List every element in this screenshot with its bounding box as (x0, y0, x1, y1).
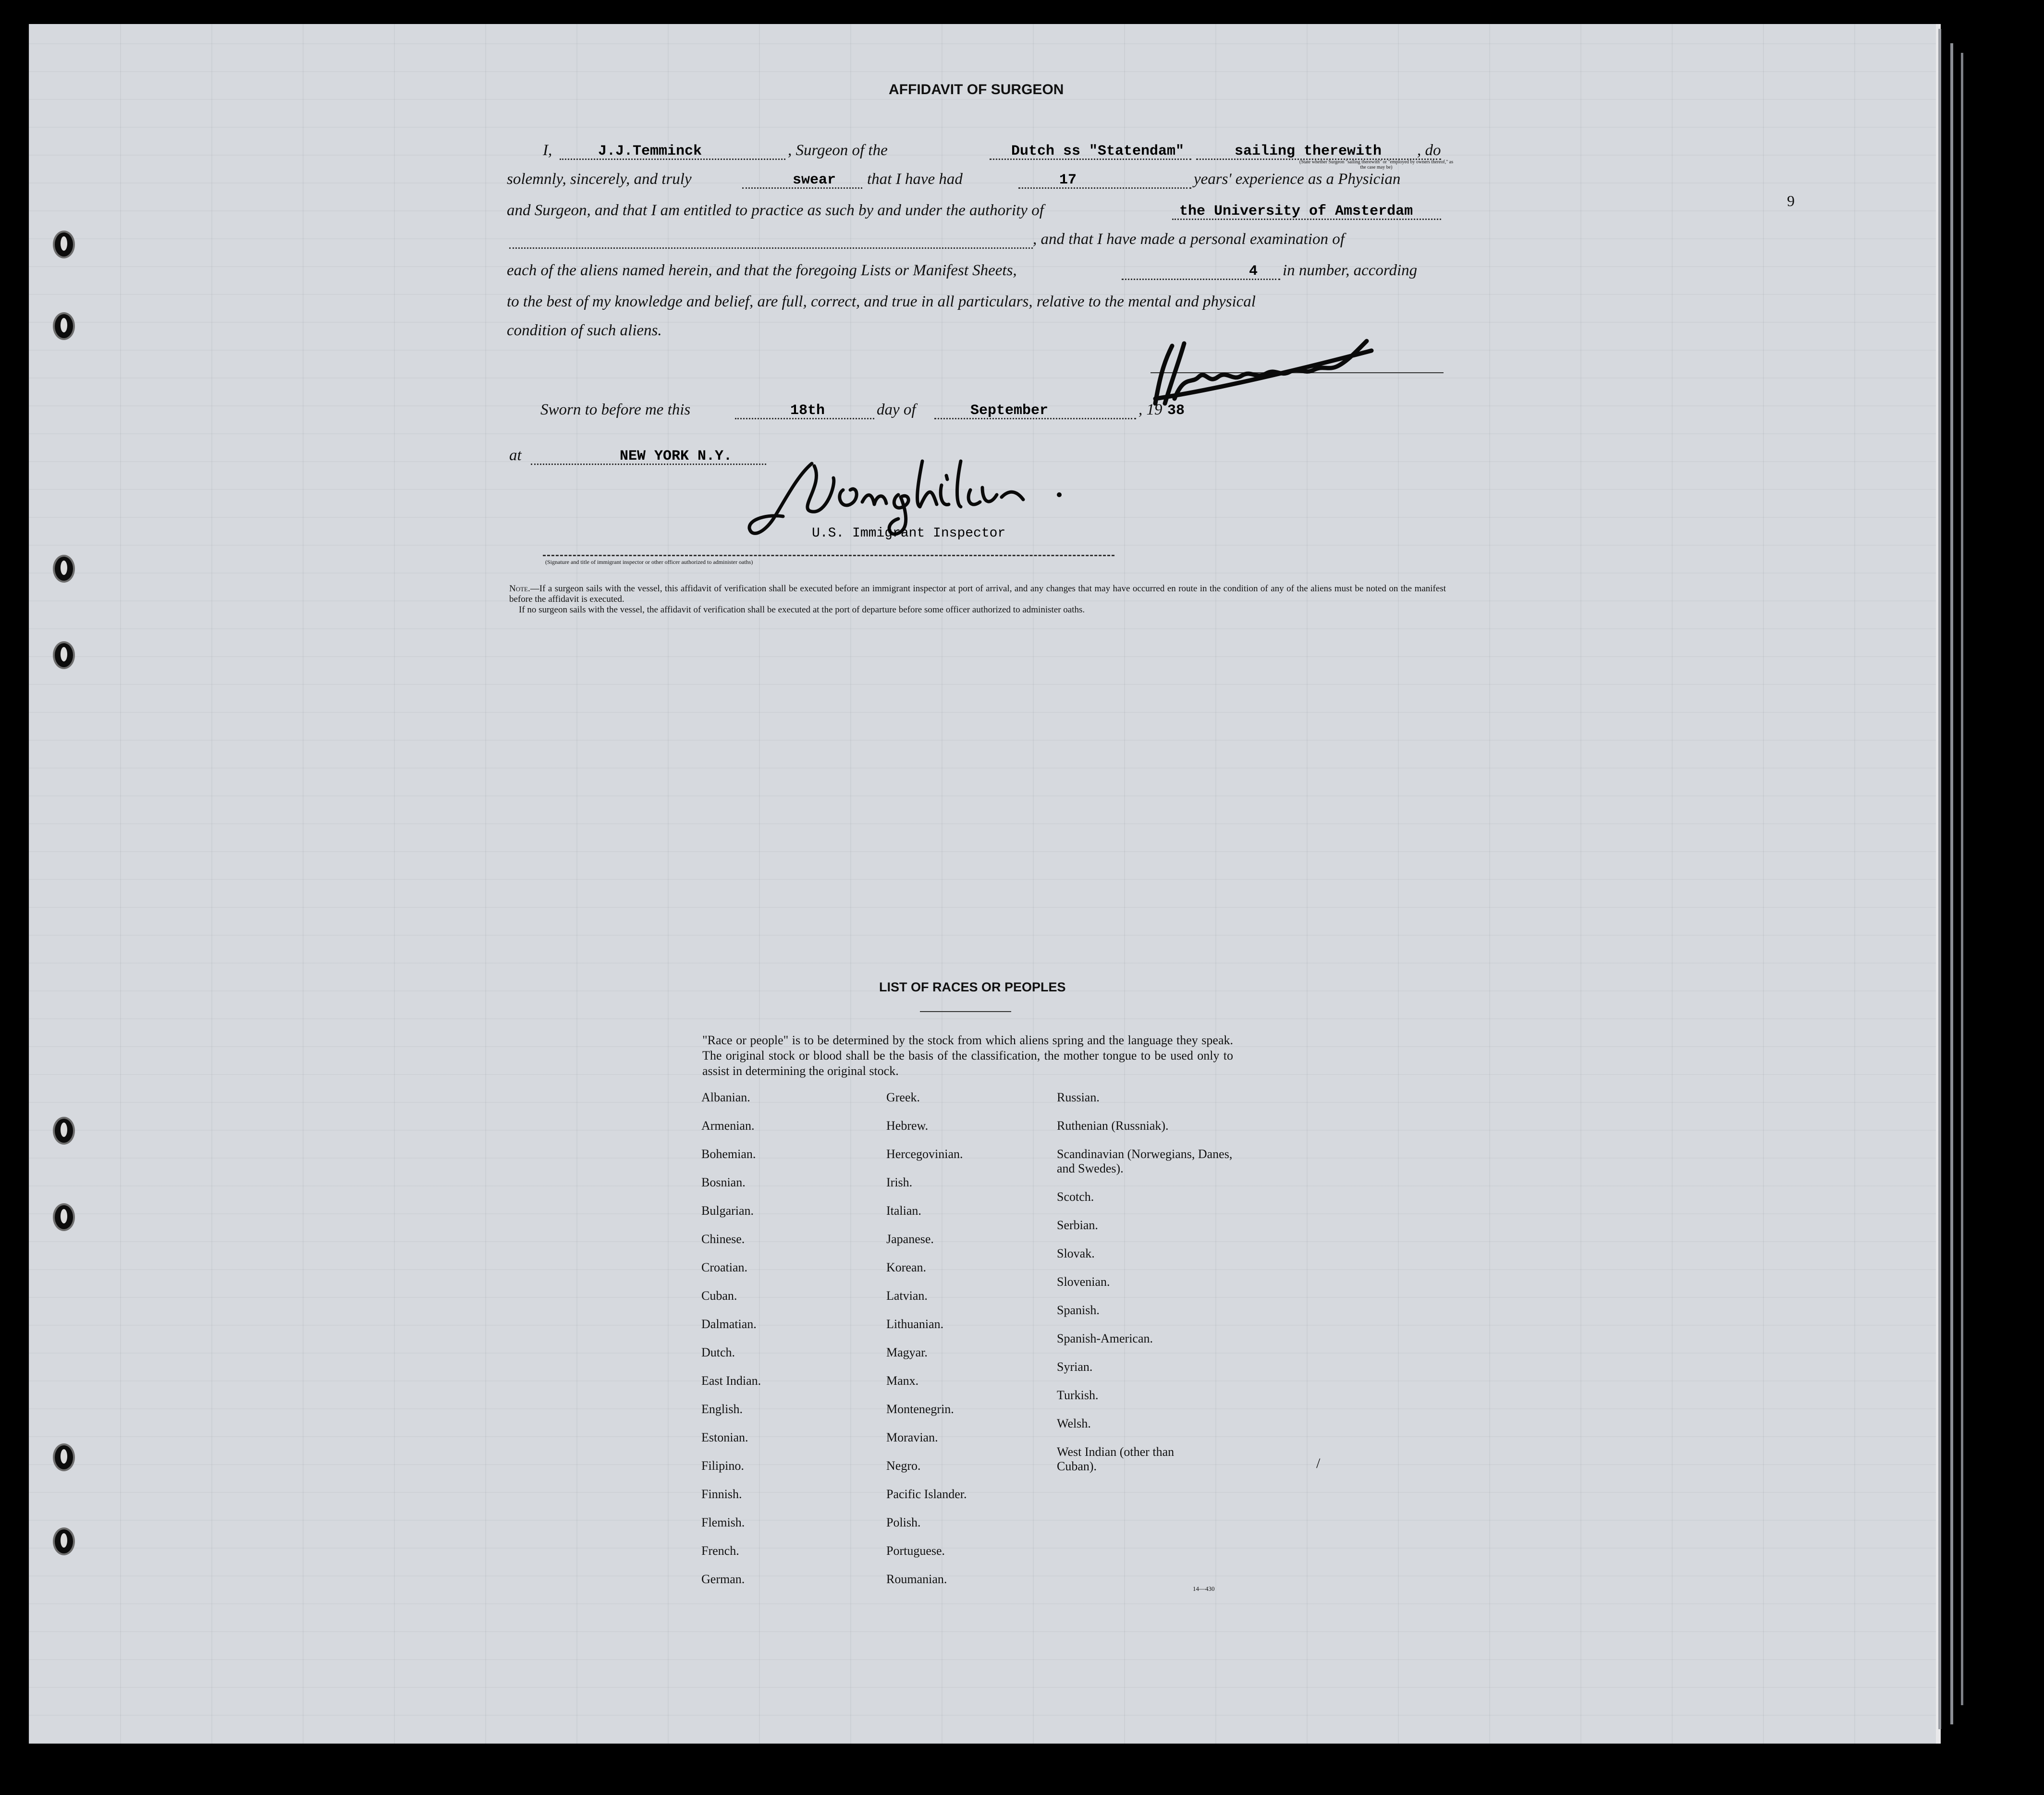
race-item: Magyar. (886, 1345, 928, 1359)
race-item: Scandinavian (Norwegians, Danes, and Swedes). (1057, 1147, 1233, 1175)
condition-line: condition of such aliens. (507, 322, 662, 339)
affidavit-note (509, 584, 1446, 615)
signature-line (543, 555, 1114, 556)
race-item: Flemish. (701, 1515, 745, 1529)
vessel-name: Dutch ss "Statendam" (1011, 143, 1185, 159)
race-item: Polish. (886, 1515, 921, 1529)
binder-hole (53, 1203, 75, 1231)
knowledge-line: to the best of my knowledge and belief, are full, correct, and true in all particulars, relative to the mental and physical (507, 293, 1256, 310)
race-item: Syrian. (1057, 1360, 1093, 1374)
sworn-day: 18th (790, 403, 825, 419)
race-item: Hebrew. (886, 1119, 929, 1133)
race-item: Greek. (886, 1090, 920, 1104)
pencil-mark: / (1316, 1455, 1321, 1471)
binder-hole (53, 641, 75, 669)
form-number: 14—430 (1193, 1585, 1215, 1592)
race-item: Bohemian. (701, 1147, 756, 1161)
race-item: Negro. (886, 1459, 921, 1473)
surgeon-line: and Surgeon, and that I am entitled to practice as such by and under the authority of (507, 202, 1044, 219)
years-value: 17 (1059, 172, 1077, 188)
race-item: Japanese. (886, 1232, 934, 1246)
race-item: Finnish. (701, 1487, 742, 1501)
page-edge (1938, 29, 1941, 1729)
race-item: Croatian. (701, 1260, 748, 1274)
race-item: Spanish-American. (1057, 1331, 1153, 1345)
race-item: English. (701, 1402, 743, 1416)
affidavit-title: AFFIDAVIT OF SURGEON (889, 82, 1064, 98)
inspector-title: U.S. Immigrant Inspector (812, 526, 1006, 541)
year-suffix: 38 (1167, 403, 1185, 419)
race-item: Estonian. (701, 1430, 748, 1444)
race-item: East Indian. (701, 1374, 761, 1388)
oath-type: swear (793, 172, 836, 188)
binder-hole (53, 231, 75, 258)
races-intro: "Race or people" is to be determined by the stock from which aliens spring and the language they speak. The original stock or blood shall be the basis of the classification, the mother tongue to be used only to assist in determining the original stock. (702, 1033, 1233, 1078)
race-item: Bosnian. (701, 1175, 746, 1189)
years-pre: that I have had (867, 171, 963, 188)
manifest-page (29, 24, 1941, 1744)
race-item: Albanian. (701, 1090, 750, 1104)
race-item: Filipino. (701, 1459, 744, 1473)
signature-caption: (Signature and title of immigrant inspector or other officer authorized to administer oaths) (545, 559, 753, 565)
race-item: Dutch. (701, 1345, 735, 1359)
race-item: Turkish. (1057, 1388, 1099, 1402)
race-item: German. (701, 1572, 745, 1586)
race-item: Scotch. (1057, 1190, 1094, 1204)
years-post: years' experience as a Physician (1194, 171, 1401, 188)
race-item: Bulgarian. (701, 1204, 754, 1218)
race-item: Montenegrin. (886, 1402, 954, 1416)
race-item: Cuban. (701, 1289, 737, 1303)
place: NEW YORK N.Y. (620, 448, 733, 464)
surgeon-name: J.J.Temminck (598, 143, 702, 159)
race-item: Slovenian. (1057, 1275, 1110, 1289)
race-item: Chinese. (701, 1232, 745, 1246)
note-text-2: If no surgeon sails with the vessel, the affidavit of verification shall be executed at the port of departure before some officer authorized to administer oaths. (519, 605, 1085, 615)
page-number: 9 (1787, 192, 1795, 209)
aliens-line: each of the aliens named herein, and that the foregoing Lists or Manifest Sheets, (507, 262, 1017, 279)
page-edge (1961, 53, 1963, 1705)
race-item: Armenian. (701, 1119, 755, 1133)
sworn-month: September (970, 403, 1049, 419)
race-item: Manx. (886, 1374, 919, 1388)
surgeon-signature (1146, 331, 1386, 413)
races-column-2 (886, 1090, 967, 1600)
exam-line: , and that I have made a personal examination of (1033, 231, 1345, 248)
year-prefix: , 19 (1138, 401, 1163, 418)
fill-line (1018, 187, 1191, 189)
in-number-label: in number, according (1283, 262, 1418, 279)
race-item: Korean. (886, 1260, 927, 1274)
race-item: Welsh. (1057, 1416, 1091, 1430)
race-item: Pacific Islander. (886, 1487, 967, 1501)
binder-hole (53, 555, 75, 583)
binder-hole (53, 1527, 75, 1555)
do-label: , do (1417, 142, 1441, 159)
binder-hole (53, 1117, 75, 1145)
page-edge (1950, 43, 1953, 1724)
race-item: Moravian. (886, 1430, 938, 1444)
race-item: Portuguese. (886, 1544, 945, 1558)
race-item: Irish. (886, 1175, 913, 1189)
sailing-note: (State whether Surgeon "sailing therewith" or "employed by owners thereof," as the case may be) (1299, 159, 1454, 170)
solemnly-label: solemnly, sincerely, and truly (507, 171, 692, 188)
binder-hole (53, 312, 75, 340)
binder-hole (53, 1443, 75, 1471)
sheets-count: 4 (1249, 263, 1258, 280)
race-item: Roumanian. (886, 1572, 947, 1586)
race-item: Spanish. (1057, 1303, 1100, 1317)
fill-line (509, 247, 1033, 249)
authority: the University of Amsterdam (1179, 203, 1413, 220)
sworn-label: Sworn to before me this (540, 401, 691, 418)
sailing-status: sailing therewith (1235, 143, 1382, 159)
race-item: Russian. (1057, 1090, 1100, 1104)
race-item: Dalmatian. (701, 1317, 757, 1331)
race-item: French. (701, 1544, 739, 1558)
i-label: I, (543, 142, 552, 159)
races-column-3 (1057, 1090, 1239, 1474)
race-item: Serbian. (1057, 1218, 1098, 1232)
note-text: —If a surgeon sails with the vessel, this affidavit of verification shall be executed before an immigrant inspector at port of arrival, and any changes that may have occurred en route in the condition of any of the aliens must be noted on the manifest before the affidavit is executed. (509, 584, 1446, 604)
race-item: Latvian. (886, 1289, 928, 1303)
title-rule (920, 1011, 1011, 1012)
race-item: Lithuanian. (886, 1317, 944, 1331)
races-column-1 (701, 1090, 761, 1600)
note-label: Note. (509, 584, 530, 594)
races-title: LIST OF RACES OR PEOPLES (879, 980, 1066, 994)
race-item: West Indian (other than Cuban). (1057, 1445, 1175, 1473)
at-label: at (509, 447, 522, 464)
race-item: Hercegovinian. (886, 1147, 963, 1161)
race-item: Ruthenian (Russniak). (1057, 1119, 1169, 1133)
race-item: Slovak. (1057, 1246, 1095, 1260)
race-item: Italian. (886, 1204, 921, 1218)
surgeon-of-label: , Surgeon of the (788, 142, 888, 159)
day-of-label: day of (877, 401, 916, 418)
